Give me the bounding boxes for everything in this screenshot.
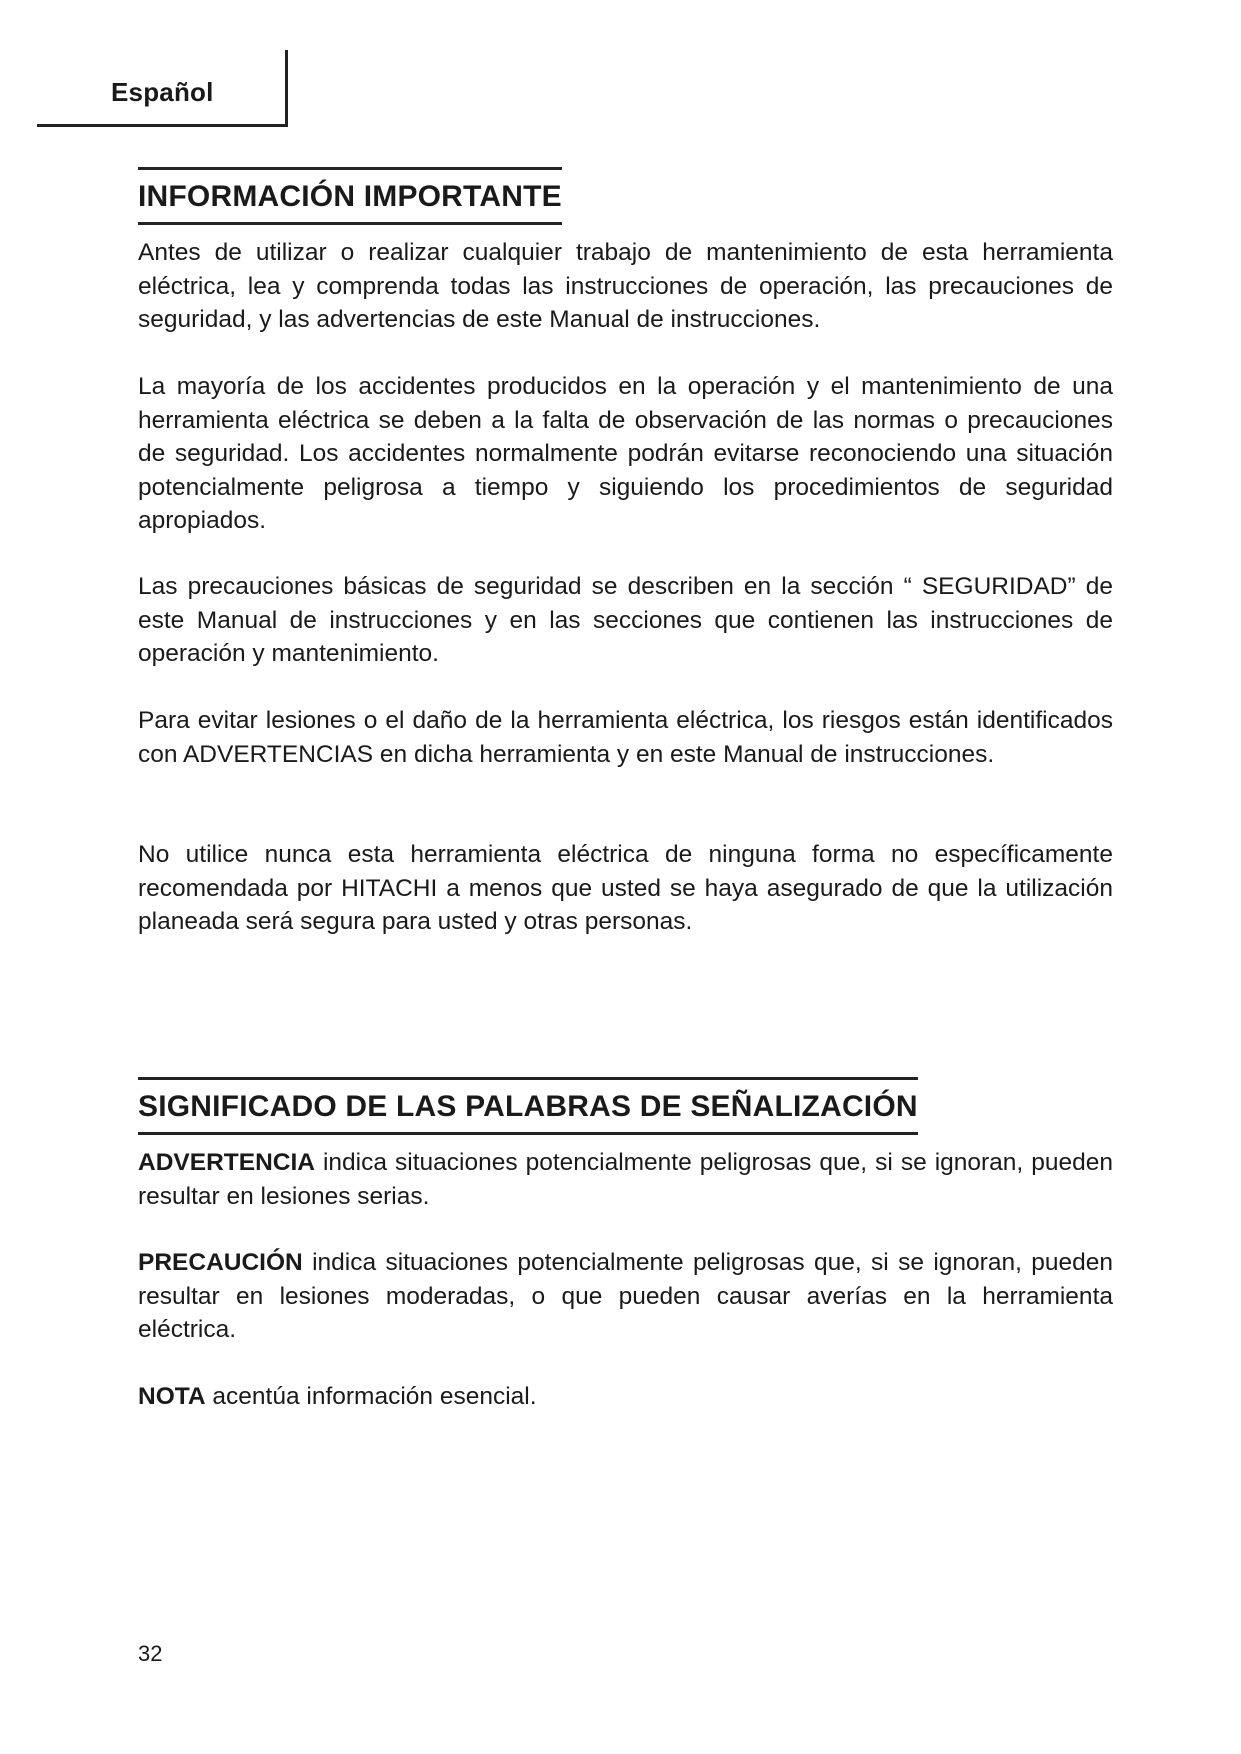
definition-term: PRECAUCIÓN <box>138 1249 303 1276</box>
definition-term: NOTA <box>138 1383 206 1410</box>
definition-warning <box>138 1146 1113 1213</box>
paragraph-accidents: La mayoría de los accidentes producidos en la operación y el mantenimiento de una herramienta eléctrica se deben a la falta de observación de las normas o precauciones de seguridad. Los accidentes normalmente podrán evitarse reconociendo una situación potencialmente peligrosa a tiempo y siguiendo los procedimientos de seguridad apropiados. <box>138 373 1113 534</box>
paragraph-usage: No utilice nunca esta herramienta eléctrica de ninguna forma no específicamente recomendada por HITACHI a menos que usted se haya asegurado de que la utilización planeada será segura para usted y otras personas. <box>138 841 1113 935</box>
definition-text: acentúa información esencial. <box>205 1383 537 1410</box>
paragraph-intro: Antes de utilizar o realizar cualquier trabajo de mantenimiento de esta herramienta eléctrica, lea y comprenda todas las instrucciones de operación, las precauciones de seguridad, y las advertencias de este Manual de instrucciones. <box>138 239 1113 333</box>
paragraph-warnings: Para evitar lesiones o el daño de la herramienta eléctrica, los riesgos están identificados con ADVERTENCIAS en dicha herramienta y en este Manual de instrucciones. <box>138 707 1113 768</box>
definition-text: indica situaciones potencialmente peligrosas que, si se ignoran, pueden resultar en lesiones serias. <box>138 1149 1113 1210</box>
definition-caution <box>138 1246 1113 1347</box>
paragraph-basic-precautions: Las precauciones básicas de seguridad se describen en la sección “ SEGURIDAD” de este Manual de instrucciones y en las secciones que contienen las instrucciones de operación y mantenimiento. <box>138 573 1113 667</box>
page-number: 32 <box>138 1641 163 1666</box>
definition-note <box>138 1380 1113 1414</box>
language-tab <box>37 50 288 127</box>
section-title-important-info: INFORMACIÓN IMPORTANTE <box>138 167 562 225</box>
definition-text: indica situaciones potencialmente peligrosas que, si se ignoran, pueden resultar en lesiones moderadas, o que pueden causar averías en la herramienta eléctrica. <box>138 1249 1113 1343</box>
section-title-signal-words: SIGNIFICADO DE LAS PALABRAS DE SEÑALIZACIÓN <box>138 1077 918 1135</box>
definition-term: ADVERTENCIA <box>138 1149 315 1176</box>
language-label: Español <box>111 77 214 107</box>
